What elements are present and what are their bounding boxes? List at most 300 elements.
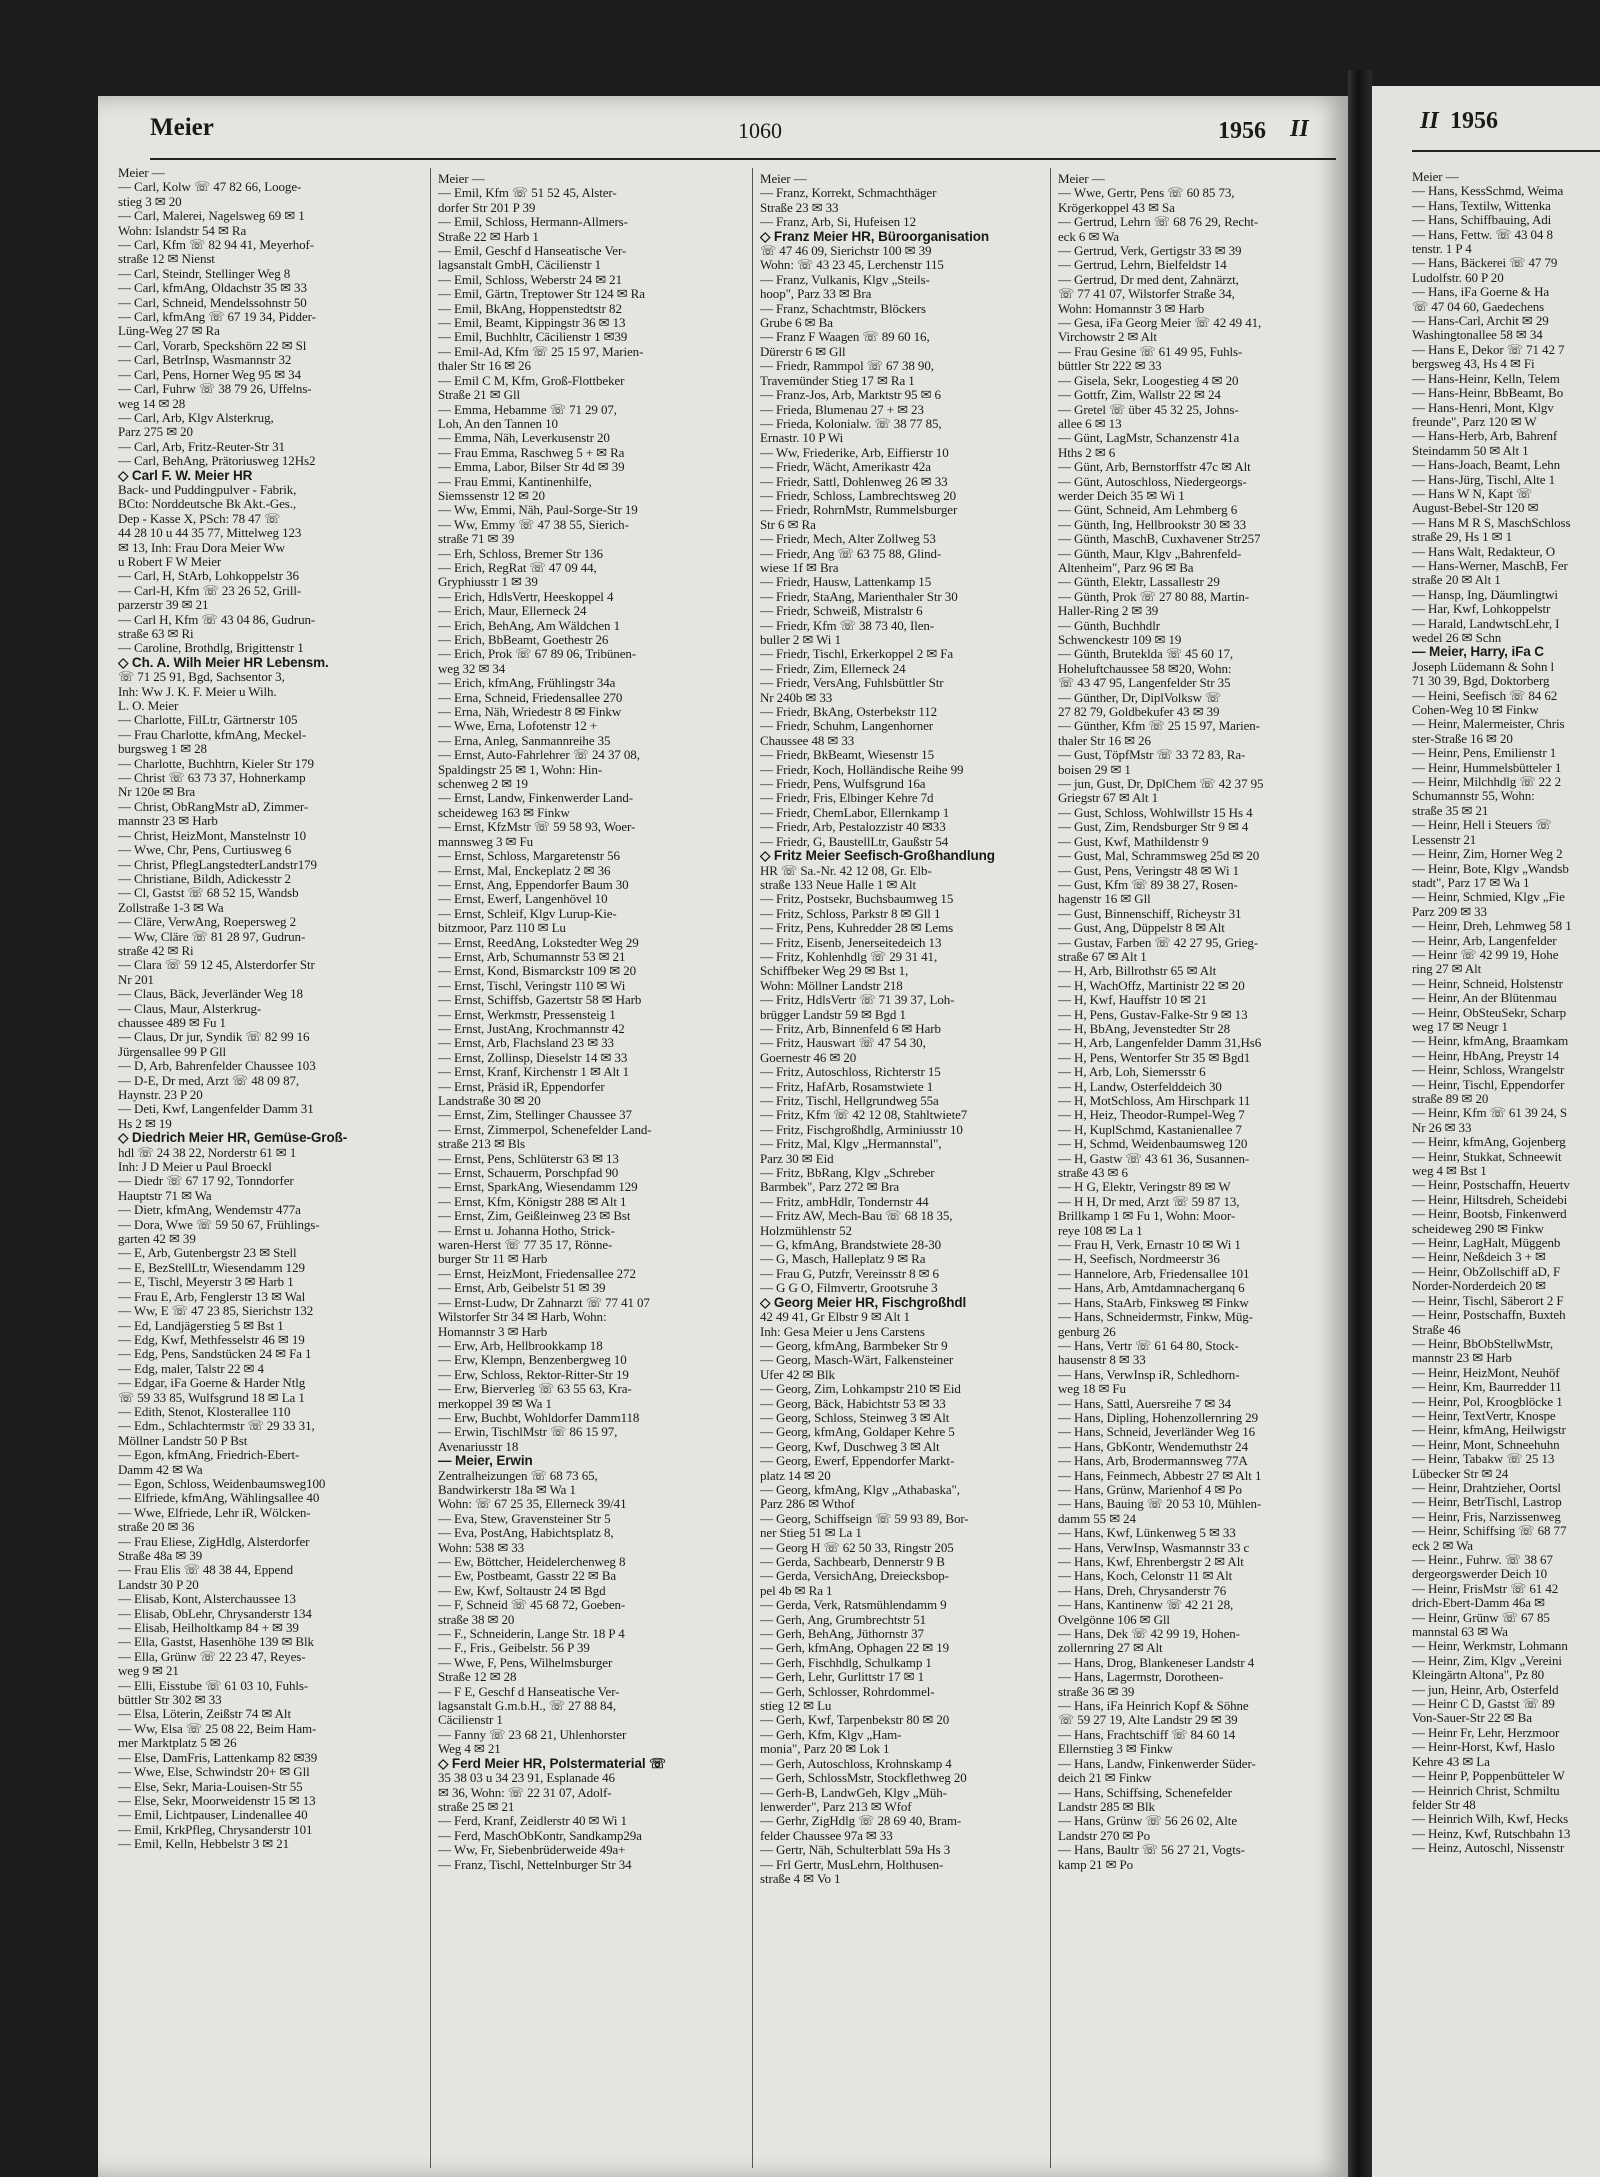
directory-entry-line: — Gustav, Farben ☏ 42 27 95, Grieg- <box>1058 935 1259 950</box>
directory-entry-line: Meier — <box>438 172 485 186</box>
directory-entry-line: monia", Parz 20 ✉ Lok 1 <box>760 1742 890 1757</box>
directory-entry-line: — Friedr, Koch, Holländische Reihe 99 <box>760 762 964 777</box>
directory-entry-line: Hoheluftchaussee 58 ✉20, Wohn: <box>1058 661 1232 676</box>
directory-entry-line: — Heinrich Christ, Schmiltu <box>1412 1783 1560 1798</box>
directory-entry-line: scheideweg 290 ✉ Finkw <box>1412 1221 1544 1236</box>
directory-entry-line: — Heinr, Zim, Klgv „Vereini <box>1412 1653 1562 1668</box>
directory-entry-line: — H, Landw, Osterfelddeich 30 <box>1058 1079 1222 1094</box>
directory-entry-line: — Dietr, kfmAng, Wendemstr 477a <box>118 1203 301 1218</box>
directory-entry-line: — Hans-Herb, Arb, Bahrenf <box>1412 429 1558 444</box>
directory-entry-line: — Ferd, Kranf, Zeidlerstr 40 ✉ Wi 1 <box>438 1814 627 1829</box>
directory-entry-line: — Carl H, Kfm ☏ 43 04 86, Gudrun- <box>118 612 316 627</box>
directory-entry-line: waren-Herst ☏ 77 35 17, Rönne- <box>438 1238 613 1253</box>
directory-entry-line: — Heinrich Wilh, Kwf, Hecks <box>1412 1812 1569 1827</box>
directory-entry-line: dorfer Str 201 P 39 <box>438 200 536 215</box>
directory-entry-line: — Heinr, Milchhdlg ☏ 22 2 <box>1412 775 1561 790</box>
directory-entry-line: straße 43 ✉ 6 <box>1058 1166 1128 1181</box>
directory-entry-line: — Caroline, Brothdlg, Brigittenstr 1 <box>118 641 304 656</box>
directory-entry-line: — Gertrud, Lehrn, Bielfeldstr 14 <box>1058 258 1227 273</box>
directory-entry-line: — Erna, Anleg, Sanmannreihe 35 <box>438 733 611 748</box>
directory-entry-line: Dep - Kasse X, PSch: 78 47 ☏ <box>118 511 281 526</box>
directory-entry-line: — Carl, kfmAng ☏ 67 19 34, Pidder- <box>118 310 316 325</box>
directory-entry-line: — Hans, Drog, Blankeneser Landstr 4 <box>1058 1655 1255 1670</box>
directory-entry-line: — Heinr, kfmAng, Gojenberg <box>1412 1135 1566 1150</box>
directory-entry-line: hdl ☏ 24 38 22, Norderstr 61 ✉ 1 <box>118 1145 297 1160</box>
directory-entry-line: straße 42 ✉ Ri <box>118 943 194 958</box>
directory-entry-line: werder Deich 35 ✉ Wi 1 <box>1058 488 1185 503</box>
directory-entry-line: — Gerh, Lehr, Gurlittstr 17 ✉ 1 <box>760 1670 924 1685</box>
directory-entry-line: — Hans, Vertr ☏ 61 64 80, Stock- <box>1058 1338 1239 1353</box>
directory-entry-line: — Günth, Ing, Hellbrookstr 30 ✉ 33 <box>1058 517 1247 532</box>
directory-entry-line: — Franz, Schachtmstr, Blöckers <box>760 301 926 316</box>
directory-entry-line: — Franz, Tischl, Nettelnburger Str 34 <box>438 1857 632 1872</box>
directory-entry-line: — Heinr, Tischl, Eppendorfer <box>1412 1077 1565 1092</box>
directory-entry-line: straße 20 ✉ 36 <box>118 1520 195 1535</box>
directory-entry-line: — Hans, Feinmech, Abbestr 27 ✉ Alt 1 <box>1058 1468 1262 1483</box>
directory-entry-line: — Ernst, HeizMont, Friedensallee 272 <box>438 1266 636 1281</box>
directory-entry-line: August-Bebel-Str 120 ✉ <box>1412 501 1539 516</box>
directory-entry-line: — Carl, Kolw ☏ 47 82 66, Looge- <box>118 180 302 195</box>
directory-entry-line: straße 29, Hs 1 ✉ 1 <box>1412 530 1512 545</box>
directory-entry-line: ner Stieg 51 ✉ La 1 <box>760 1526 862 1541</box>
directory-entry-line: — Hans, Dreh, Chrysanderstr 76 <box>1058 1583 1227 1598</box>
book-spine <box>1348 70 1372 2177</box>
directory-entry-line: — Carl, Malerei, Nagelsweg 69 ✉ 1 <box>118 209 305 224</box>
directory-entry-line: — Ww, Cläre ☏ 81 28 97, Gudrun- <box>118 929 306 944</box>
directory-entry-line: — Heinr, Schneid, Holstenstr <box>1412 976 1563 991</box>
directory-entry-line: — Emma, Labor, Bilser Str 4d ✉ 39 <box>438 460 625 475</box>
directory-entry-line: mannsweg 3 ✉ Fu <box>438 834 533 849</box>
directory-entry-line: scheideweg 163 ✉ Finkw <box>438 805 570 820</box>
directory-entry-line: felder Str 48 <box>1412 1797 1476 1812</box>
directory-entry-line: mannstal 63 ✉ Wa <box>1412 1625 1508 1640</box>
directory-entry-line: Meier — <box>118 166 165 180</box>
directory-entry-line: — Hansp, Ing, Däumlingtwi <box>1412 587 1558 602</box>
directory-entry-line: platz 14 ✉ 20 <box>760 1468 831 1483</box>
directory-entry-line: deich 21 ✉ Finkw <box>1058 1771 1152 1786</box>
directory-entry-line: Grube 6 ✉ Ba <box>760 316 833 331</box>
directory-entry-line: Barmbek", Parz 272 ✉ Bra <box>760 1180 900 1195</box>
directory-entry-line: — Günt, Schneid, Am Lehmberg 6 <box>1058 503 1238 518</box>
directory-entry-line: — Ernst, Pens, Schlüterstr 63 ✉ 13 <box>438 1151 619 1166</box>
directory-entry-line: — Gottfr, Zim, Wallstr 22 ✉ 24 <box>1058 388 1221 403</box>
directory-entry-line: — Ernst, Werkmstr, Pressensteig 1 <box>438 1007 616 1022</box>
directory-entry-line: — Friedr, Schloss, Lambrechtsweg 20 <box>760 488 957 503</box>
directory-entry-line: Inh: J D Meier u Paul Broeckl <box>118 1160 272 1175</box>
directory-entry-line: — Frau Emmi, Kantinenhilfe, <box>438 474 592 489</box>
directory-entry-line: — H, Kwf, Hauffstr 10 ✉ 21 <box>1058 993 1207 1008</box>
directory-entry-line: — Ella, Grünw ☏ 22 23 47, Reyes- <box>118 1649 306 1664</box>
directory-entry-line: — Emil, Schloss, Hermann-Allmers- <box>438 215 628 230</box>
directory-entry-line: — Gerhr, ZigHdlg ☏ 28 69 40, Bram- <box>760 1814 962 1829</box>
directory-entry-line: Landstraße 30 ✉ 20 <box>438 1094 541 1108</box>
directory-entry-line: — Carl, BetrInsp, Wasmannstr 32 <box>118 353 292 368</box>
directory-entry-line: genburg 26 <box>1058 1324 1116 1339</box>
directory-entry-line: straße 25 ✉ 21 <box>438 1799 515 1814</box>
directory-entry-line: stieg 12 ✉ Lu <box>760 1699 832 1714</box>
directory-entry-line: Nr 201 <box>118 972 154 987</box>
directory-entry-line: — Günth, Elektr, Lassallestr 29 <box>1058 575 1220 590</box>
directory-entry-line: — H, Gastw ☏ 43 61 36, Susannen- <box>1058 1151 1250 1166</box>
directory-entry-line: — Emil, Geschf d Hanseatische Ver- <box>438 244 627 259</box>
directory-entry-line: Straße 12 ✉ 28 <box>438 1670 517 1685</box>
directory-entry-line: — Gerh, Kwf, Tarpenbekstr 80 ✉ 20 <box>760 1713 950 1728</box>
directory-entry-line: Meier — <box>760 172 807 186</box>
directory-entry-line: — Günt, Arb, Bernstorffstr 47c ✉ Alt <box>1058 460 1251 475</box>
directory-entry-line: — Hans, Schneid, Jeverländer Weg 16 <box>1058 1425 1256 1440</box>
directory-entry-line: — Heinr, Malermeister, Chris <box>1412 717 1565 732</box>
directory-entry-line: — Erich, HdlsVertr, Heeskoppel 4 <box>438 589 614 604</box>
directory-entry-line: — G, kfmAng, Brandstwiete 28-30 <box>760 1238 942 1253</box>
directory-entry-line: lenwerder", Parz 213 ✉ Wfof <box>760 1799 912 1814</box>
directory-entry-line: — Heinr, Schmied, Klgv „Fie <box>1412 890 1565 905</box>
directory-entry-line: — Heinr, FrisMstr ☏ 61 42 <box>1412 1581 1559 1596</box>
directory-entry-line: — Gisela, Sekr, Loogestieg 4 ✉ 20 <box>1058 373 1239 388</box>
directory-entry-line: — Heinz, Autoschl, Nissenstr <box>1412 1841 1565 1856</box>
directory-entry-line: Ellernstieg 3 ✉ Finkw <box>1058 1742 1173 1757</box>
directory-entry-line: — D-E, Dr med, Arzt ☏ 48 09 87, <box>118 1073 300 1088</box>
directory-entry-line: 42 49 41, Gr Elbstr 9 ✉ Alt 1 <box>760 1310 910 1325</box>
directory-entry-line: Weg 4 ✉ 21 <box>438 1742 501 1757</box>
directory-entry-line: — Georg, Zim, Lohkampstr 210 ✉ Eid <box>760 1382 961 1397</box>
directory-entry-line: — Gerh, Kfm, Klgv „Ham- <box>760 1727 902 1742</box>
directory-entry-line: chaussee 489 ✉ Fu 1 <box>118 1015 226 1030</box>
directory-entry-line: — Emil-Ad, Kfm ☏ 25 15 97, Marien- <box>438 344 644 359</box>
directory-entry-line: — Heinr, Dreh, Lehmweg 58 1 <box>1412 919 1572 934</box>
directory-entry-line: Parz 30 ✉ Eid <box>760 1151 834 1166</box>
directory-entry-line: — Ernst, Ewerf, Langenhövel 10 <box>438 892 608 907</box>
directory-entry-line: Loh, An den Tannen 10 <box>438 416 558 431</box>
directory-entry-line: — Hans, VerwInsp iR, Schledhorn- <box>1058 1367 1240 1382</box>
directory-entry-line: — Wwe, Elfriede, Lehr iR, Wölcken- <box>118 1505 311 1520</box>
directory-entry-line: Parz 209 ✉ 33 <box>1412 904 1487 919</box>
directory-entry-line: ◇ Diedrich Meier HR, Gemüse-Groß- <box>118 1131 348 1146</box>
directory-entry-line: — Fritz, Tischl, Hellgrundweg 55a <box>760 1094 939 1108</box>
directory-entry-line: — Georg, Schiffseign ☏ 59 93 89, Bor- <box>760 1511 969 1526</box>
directory-entry-line: — Hans-Joach, Beamt, Lehn <box>1412 458 1561 473</box>
directory-entry-line: Straße 48a ✉ 39 <box>118 1549 203 1563</box>
directory-entry-line: Virchowstr 2 ✉ Alt <box>1058 330 1157 345</box>
directory-entry-line: — Hans, Baultr ☏ 56 27 21, Vogts- <box>1058 1843 1245 1858</box>
directory-entry-line: — Cläre, VerwAng, Roepersweg 2 <box>118 915 296 930</box>
directory-entry-line: — Frau G, Putzfr, Vereinsstr 8 ✉ 6 <box>760 1266 939 1281</box>
volume-label: II <box>1290 116 1309 142</box>
directory-entry-line: — Heinr Fr, Lehr, Herzmoor <box>1412 1725 1560 1740</box>
directory-entry-line: Möllner Landstr 50 P Bst <box>118 1433 248 1448</box>
directory-entry-line: — Frau H, Verk, Ernastr 10 ✉ Wi 1 <box>1058 1238 1241 1253</box>
directory-entry-line: — Friedr, Ang ☏ 63 75 88, Glind- <box>760 546 942 561</box>
directory-entry-line: — Frl Gertr, MusLehrn, Holthusen- <box>760 1857 944 1872</box>
directory-entry-line: — Gertrud, Dr med dent, Zahnärzt, <box>1058 272 1239 287</box>
directory-entry-line: — Heinr, Arb, Langenfelder <box>1412 933 1557 948</box>
directory-entry-line: Wohn: Homannstr 3 ✉ Harb <box>1058 301 1205 316</box>
directory-entry-line: Wilstorfer Str 34 ✉ Harb, Wohn: <box>438 1310 607 1325</box>
directory-entry-line: ☏ 43 47 95, Langenfelder Str 35 <box>1058 676 1231 691</box>
directory-entry-line: Norder-Norderdeich 20 ✉ <box>1412 1279 1546 1294</box>
directory-entry-line: — Gust, Schloss, Wohlwillstr 15 Hs 4 <box>1058 805 1253 820</box>
next-year-label: 1956 <box>1450 108 1498 134</box>
directory-entry-line: — Frieda, Blumenau 27 + ✉ 23 <box>760 402 924 417</box>
directory-entry-line: 35 38 03 u 34 23 91, Esplanade 46 <box>438 1771 615 1786</box>
directory-entry-line: — F E, Geschf d Hanseatische Ver- <box>438 1684 620 1699</box>
directory-entry-line: — Ella, Gastst, Hasenhöhe 139 ✉ Blk <box>118 1635 314 1650</box>
directory-entry-line: — Hans, Kwf, Ehrenbergstr 2 ✉ Alt <box>1058 1555 1244 1569</box>
running-head-name: Meier <box>150 114 214 141</box>
directory-entry-line: — Hans, Textilw, Wittenka <box>1412 198 1551 213</box>
directory-entry-line: schenweg 2 ✉ 19 <box>438 777 528 792</box>
directory-entry-line: — Erich, BbBeamt, Goethestr 26 <box>438 633 609 647</box>
directory-entry-line: boisen 29 ✉ 1 <box>1058 762 1131 777</box>
directory-entry-line: — Ernst, Kranf, Kirchenstr 1 ✉ Alt 1 <box>438 1065 630 1080</box>
directory-entry-line: Nr 240b ✉ 33 <box>760 690 833 705</box>
directory-entry-line: — Dora, Wwe ☏ 59 50 67, Frühlings- <box>118 1217 320 1232</box>
directory-entry-line: Kleingärtn Altona", Pz 80 <box>1412 1668 1545 1683</box>
directory-entry-line: — Günther, Kfm ☏ 25 15 97, Marien- <box>1058 719 1260 734</box>
directory-entry-line: Haller-Ring 2 ✉ 39 <box>1058 604 1159 619</box>
directory-entry-line: Landstr 285 ✉ Blk <box>1058 1799 1155 1814</box>
directory-entry-line: — Georg, Masch-Wärt, Falkensteiner <box>760 1353 954 1368</box>
directory-entry-line: — Ernst, Kfm, Königstr 288 ✉ Alt 1 <box>438 1194 627 1209</box>
directory-entry-line: — Wwe, Else, Schwindstr 20+ ✉ Gll <box>118 1765 310 1780</box>
directory-entry-line: — Ernst, JustAng, Krochmannstr 42 <box>438 1021 625 1036</box>
directory-entry-line: — Heinr, kfmAng, Heilwigstr <box>1412 1423 1566 1438</box>
directory-entry-line: — Gust, Ang, Düppelstr 8 ✉ Alt <box>1058 921 1225 936</box>
directory-column-1 <box>118 166 428 1852</box>
directory-entry-line: — Erna, Näh, Wriedestr 8 ✉ Finkw <box>438 705 622 720</box>
directory-entry-line: — Ernst, Schiffsb, Gazertstr 58 ✉ Harb <box>438 993 642 1008</box>
directory-entry-line: Back- und Puddingpulver - Fabrik, <box>118 482 297 497</box>
directory-entry-line: Landstr 270 ✉ Po <box>1058 1828 1150 1843</box>
directory-entry-line: — Claus, Dr jur, Syndik ☏ 82 99 16 <box>118 1030 310 1045</box>
directory-entry-line: — Elli, Eisstube ☏ 61 03 10, Fuhls- <box>118 1678 309 1693</box>
directory-entry-line: — Heinr, Schloss, Wrangelstr <box>1412 1063 1565 1078</box>
directory-entry-line: stadt", Parz 17 ✉ Wa 1 <box>1412 875 1530 890</box>
directory-entry-line: straße 213 ✉ Bls <box>438 1137 525 1152</box>
directory-entry-line: — Ernst, Arb, Schumannstr 53 ✉ 21 <box>438 949 626 964</box>
directory-entry-line: — Heinr C D, Gastst ☏ 89 <box>1412 1697 1555 1712</box>
directory-entry-line: — Heinr, Bootsb, Finkenwerd <box>1412 1207 1567 1222</box>
directory-entry-line: — Günth, Bruteklda ☏ 45 60 17, <box>1058 647 1234 662</box>
directory-entry-line: — Heinr, ObSteuSekr, Scharp <box>1412 1005 1567 1020</box>
directory-entry-line: — Gerh, Ang, Grumbrechtstr 51 <box>760 1612 927 1627</box>
directory-entry-line: BCto: Norddeutsche Bk Akt.-Ges., <box>118 497 297 512</box>
directory-entry-line: — Friedr, Schweiß, Mistralstr 6 <box>760 604 923 619</box>
directory-entry-line: — Gesa, iFa Georg Meier ☏ 42 49 41, <box>1058 316 1262 331</box>
directory-entry-line: — Ernst, Auto-Fahrlehrer ☏ 24 37 08, <box>438 748 640 763</box>
directory-entry-line: — Hans Walt, Redakteur, O <box>1412 544 1555 559</box>
directory-entry-line: — Fritz, Kohlenhdlg ☏ 29 31 41, <box>760 949 938 964</box>
directory-entry-line: — Franz-Jos, Arb, Marktstr 95 ✉ 6 <box>760 388 941 403</box>
directory-entry-line: — Emil C M, Kfm, Groß-Flottbeker <box>438 373 625 388</box>
directory-entry-line: thaler Str 16 ✉ 26 <box>1058 733 1151 748</box>
directory-entry-line: — Heinr, Bote, Klgv „Wandsb <box>1412 861 1569 876</box>
directory-entry-line: — Günt, Autoschloss, Niedergeorgs- <box>1058 474 1247 489</box>
directory-entry-line: — Heinr, Schiffsing ☏ 68 77 <box>1412 1524 1567 1539</box>
directory-entry-line: — Ernst, Zim, Stellinger Chaussee 37 <box>438 1108 632 1123</box>
directory-entry-line: Wohn: 538 ✉ 33 <box>438 1540 525 1555</box>
directory-column-5 <box>1412 170 1600 1856</box>
directory-entry-line: — jun, Gust, Dr, DplChem ☏ 42 37 95 <box>1058 777 1264 792</box>
directory-entry-line: büttler Str 222 ✉ 33 <box>1058 359 1162 374</box>
directory-entry-line: — Hans, Arb, Amtdamnacherganq 6 <box>1058 1281 1245 1296</box>
directory-entry-line: — Frau Eliese, ZigHdlg, Alsterdorfer <box>118 1534 310 1549</box>
directory-entry-line: — Edg, Pens, Sandstücken 24 ✉ Fa 1 <box>118 1347 312 1362</box>
directory-entry-line: — Hans, Grünw, Marienhof 4 ✉ Po <box>1058 1482 1242 1497</box>
directory-entry-line: — G G O, Filmvertr, Grootsruhe 3 <box>760 1281 938 1296</box>
directory-entry-line: — Gust, Binnenschiff, Richeystr 31 <box>1058 906 1242 921</box>
directory-entry-line: hoop", Parz 33 ✉ Bra <box>760 287 872 302</box>
directory-entry-line: — Friedr, Hausw, Lattenkamp 15 <box>760 575 932 590</box>
directory-entry-line: 27 82 79, Goldbekufer 43 ✉ 39 <box>1058 705 1220 720</box>
directory-entry-line: Ufer 42 ✉ Blk <box>760 1367 835 1382</box>
directory-entry-line: Parz 275 ✉ 20 <box>118 425 193 440</box>
directory-entry-line: lagsanstalt GmbH, Cäcilienstr 1 <box>438 258 601 273</box>
directory-entry-line: 44 28 10 u 44 35 77, Mittelweg 123 <box>118 526 302 541</box>
directory-entry-line: — Fritz, Fischgroßhdlg, Arminiusstr 10 <box>760 1122 963 1137</box>
directory-entry-line: — H, Arb, Billrothstr 65 ✉ Alt <box>1058 964 1217 979</box>
directory-entry-line: — Frau Emma, Raschweg 5 + ✉ Ra <box>438 445 625 460</box>
directory-entry-line: mer Marktplatz 5 ✉ 26 <box>118 1736 237 1751</box>
directory-entry-line: — Georg H ☏ 62 50 33, Ringstr 205 <box>760 1540 954 1555</box>
directory-entry-line: Straße 23 ✉ 33 <box>760 200 839 215</box>
directory-entry-line: Hths 2 ✉ 6 <box>1058 445 1116 460</box>
directory-entry-line: — Heinr, ObZollschiff aD, F <box>1412 1264 1561 1279</box>
directory-entry-line: freunde", Parz 120 ✉ W <box>1412 414 1537 429</box>
directory-entry-line: Wohn: ☏ 67 25 35, Ellerneck 39/41 <box>438 1497 627 1512</box>
directory-entry-line: — Günth, Maur, Klgv „Bahrenfeld- <box>1058 546 1242 561</box>
next-header-rule <box>1412 150 1600 152</box>
directory-entry-line: — Frau Charlotte, kfmAng, Meckel- <box>118 727 307 742</box>
directory-entry-line: — Ernst, SparkAng, Wiesendamm 129 <box>438 1180 638 1195</box>
directory-entry-line: — Ww, Friederike, Arb, Eiffierstr 10 <box>760 445 949 460</box>
directory-entry-line: 71 30 39, Bgd, Doktorberg <box>1412 674 1550 689</box>
directory-entry-line: — Georg, kfmAng, Klgv „Athabaska", <box>760 1482 960 1497</box>
directory-entry-line: — Emil, KrkPfleg, Chrysanderstr 101 <box>118 1822 313 1837</box>
directory-entry-line: — Heinr, Fris, Narzissenweg <box>1412 1509 1561 1524</box>
directory-entry-line: Ovelgönne 106 ✉ Gll <box>1058 1612 1170 1627</box>
directory-entry-line: — Heinr, Grünw ☏ 67 85 <box>1412 1610 1550 1625</box>
directory-entry-line: — Emma, Näh, Leverkusenstr 20 <box>438 431 610 446</box>
directory-entry-line: — Ernst, Schleif, Klgv Lurup-Kie- <box>438 906 617 921</box>
directory-entry-line: Nr 26 ✉ 33 <box>1412 1120 1472 1135</box>
directory-entry-line: — Heinr, Mont, Schneehuhn <box>1412 1437 1560 1452</box>
directory-entry-line: — Carl, Steindr, Stellinger Weg 8 <box>118 266 291 281</box>
directory-entry-line: — Friedr, ChemLabor, Ellernkamp 1 <box>760 805 950 820</box>
directory-entry-line: — Fritz, Eisenb, Jenerseitedeich 13 <box>760 935 942 950</box>
directory-entry-line: — Clara ☏ 59 12 45, Alsterdorfer Str <box>118 958 315 973</box>
directory-entry-line: — Emil, Kfm ☏ 51 52 45, Alster- <box>438 186 617 201</box>
directory-entry-line: — Heinr., Fuhrw. ☏ 38 67 <box>1412 1553 1553 1567</box>
directory-entry-line: felder Chaussee 97a ✉ 33 <box>760 1828 893 1843</box>
directory-entry-line: — Emil, Buchhltr, Cäcilienstr 1 ✉39 <box>438 330 628 345</box>
directory-entry-line: drich-Ebert-Damm 46a ✉ <box>1412 1596 1545 1611</box>
directory-column-4 <box>1058 172 1342 1872</box>
directory-entry-line: — Friedr, Wächt, Amerikastr 42a <box>760 460 931 475</box>
directory-entry-line: — Hans-Carl, Archit ✉ 29 <box>1412 314 1549 329</box>
directory-entry-line: weg 14 ✉ 28 <box>118 396 186 411</box>
directory-entry-line: — Carl, Arb, Klgv Alsterkrug, <box>118 410 274 425</box>
column-divider <box>752 168 753 2168</box>
directory-entry-line: — Claus, Bäck, Jeverländer Weg 18 <box>118 987 303 1002</box>
directory-entry-line: — Gerh, Fischhdlg, Schulkamp 1 <box>760 1655 932 1670</box>
directory-entry-line: ster-Straße 16 ✉ 20 <box>1412 731 1513 746</box>
header-rule <box>150 158 1336 160</box>
directory-entry-line: — Hans, Landw, Finkenwerder Süder- <box>1058 1756 1256 1771</box>
directory-entry-line: ◇ Ch. A. Wilh Meier HR Lebensm. <box>118 655 329 670</box>
directory-entry-line: Gryphiusstr 1 ✉ 39 <box>438 575 538 590</box>
directory-entry-line: — Heinr, HeizMont, Neuhöf <box>1412 1365 1560 1380</box>
directory-entry-line: — H G, Elektr, Veringstr 89 ✉ W <box>1058 1180 1231 1195</box>
directory-entry-line: — Günther, Dr, DiplVolksw ☏ <box>1058 690 1222 705</box>
directory-entry-line: ☏ 77 41 07, Wilstorfer Straße 34, <box>1058 287 1235 302</box>
directory-entry-line: eck 6 ✉ Wa <box>1058 229 1119 244</box>
directory-entry-line: — Friedr, Mech, Alter Zollweg 53 <box>760 532 936 547</box>
directory-entry-line: — Heinr P, Poppenbütteler W <box>1412 1769 1565 1784</box>
directory-entry-line: — G, Masch, Halleplatz 9 ✉ Ra <box>760 1252 926 1267</box>
directory-entry-line: — H, Arb, Loh, Siemersstr 6 <box>1058 1065 1206 1080</box>
directory-entry-line: — Franz, Korrekt, Schmachthäger <box>760 186 937 201</box>
directory-entry-line: — Charlotte, FilLtr, Gärtnerstr 105 <box>118 713 298 728</box>
directory-entry-line: — Heinr, Pens, Emilienstr 1 <box>1412 746 1557 761</box>
directory-entry-line: ☏ 47 04 60, Gaedechens <box>1412 299 1545 314</box>
directory-entry-line: — Günth, MaschB, Cuxhavener Str257 <box>1058 532 1261 547</box>
directory-entry-line: Avenariusstr 18 <box>438 1439 519 1454</box>
directory-entry-line: — Elfriede, kfmAng, Wählingsallee 40 <box>118 1491 320 1506</box>
directory-entry-line: straße 38 ✉ 20 <box>438 1612 515 1627</box>
directory-entry-line: — H, Pens, Gustav-Falke-Str 9 ✉ 13 <box>1058 1007 1248 1022</box>
directory-entry-line: ring 27 ✉ Alt <box>1412 962 1482 977</box>
directory-entry-line: — Carl, kfmAng, Oldachstr 35 ✉ 33 <box>118 281 307 296</box>
directory-entry-line: — Friedr, Arb, Pestalozzistr 40 ✉33 <box>760 820 946 835</box>
directory-entry-line: garten 42 ✉ 39 <box>118 1232 196 1247</box>
directory-entry-line: — Else, DamFris, Lattenkamp 82 ✉39 <box>118 1750 318 1765</box>
directory-entry-line: — Gretel ☏ über 45 32 25, Johns- <box>1058 402 1239 417</box>
directory-entry-line: — Elisab, Heilholtkamp 84 + ✉ 39 <box>118 1621 299 1636</box>
directory-entry-line: — Erw, Arb, Hellbrookkamp 18 <box>438 1338 603 1353</box>
directory-entry-line: — Hans-Heinr, Kelln, Telem <box>1412 371 1560 386</box>
directory-entry-line: — Erw, Klempn, Benzenbergweg 10 <box>438 1353 627 1368</box>
next-volume-label: II <box>1420 108 1439 134</box>
directory-entry-line: HR ☏ Sa.-Nr. 42 12 08, Gr. Elb- <box>760 863 932 878</box>
directory-entry-line: — Günt, LagMstr, Schanzenstr 41a <box>1058 431 1240 446</box>
directory-entry-line: Hauptstr 71 ✉ Wa <box>118 1188 212 1203</box>
directory-entry-line: weg 32 ✉ 34 <box>438 661 506 676</box>
directory-entry-line: — Hans, Kantinenw ☏ 42 21 28, <box>1058 1598 1234 1613</box>
directory-entry-line: — Erich, kfmAng, Frühlingstr 34a <box>438 676 616 691</box>
directory-entry-line: — Hans, VerwInsp, Wasmannstr 33 c <box>1058 1540 1250 1555</box>
directory-entry-line: Chaussee 48 ✉ 33 <box>760 733 855 748</box>
directory-entry-line: — Ww, Elsa ☏ 25 08 22, Beim Ham- <box>118 1721 317 1736</box>
directory-entry-line: straße 89 ✉ 20 <box>1412 1092 1489 1106</box>
directory-entry-line: Schwenckestr 109 ✉ 19 <box>1058 633 1182 647</box>
directory-entry-line: — Ernst, Zimmerpol, Schenefelder Land- <box>438 1122 652 1137</box>
column-divider <box>430 168 431 2168</box>
directory-entry-line: büttler Str 302 ✉ 33 <box>118 1693 222 1708</box>
directory-entry-line: — jun, Heinr, Arb, Osterfeld <box>1412 1682 1559 1697</box>
directory-entry-line: wedel 26 ✉ Schn <box>1412 631 1502 645</box>
directory-entry-line: — Heinr, An der Blütenmau <box>1412 991 1557 1006</box>
directory-entry-line: zollernring 27 ✉ Alt <box>1058 1641 1163 1656</box>
directory-entry-line: — Carl, Schneid, Mendelssohnstr 50 <box>118 295 307 310</box>
directory-entry-line: Schiffbeker Weg 29 ✉ Bst 1, <box>760 964 909 979</box>
directory-entry-line: — Christ, HeizMont, Manstelnstr 10 <box>118 828 306 843</box>
directory-entry-line: straße 67 ✉ Alt 1 <box>1058 949 1147 964</box>
directory-entry-line: Cohen-Weg 10 ✉ Finkw <box>1412 703 1539 718</box>
directory-entry-line: — Fritz, Schloss, Parkstr 8 ✉ Gll 1 <box>760 906 941 921</box>
directory-entry-line: — Elsa, Löterin, Zeißstr 74 ✉ Alt <box>118 1707 291 1722</box>
directory-entry-line: tenstr. 1 P 4 <box>1412 242 1472 257</box>
directory-entry-line: — Heinr ☏ 42 99 19, Hohe <box>1412 947 1559 962</box>
